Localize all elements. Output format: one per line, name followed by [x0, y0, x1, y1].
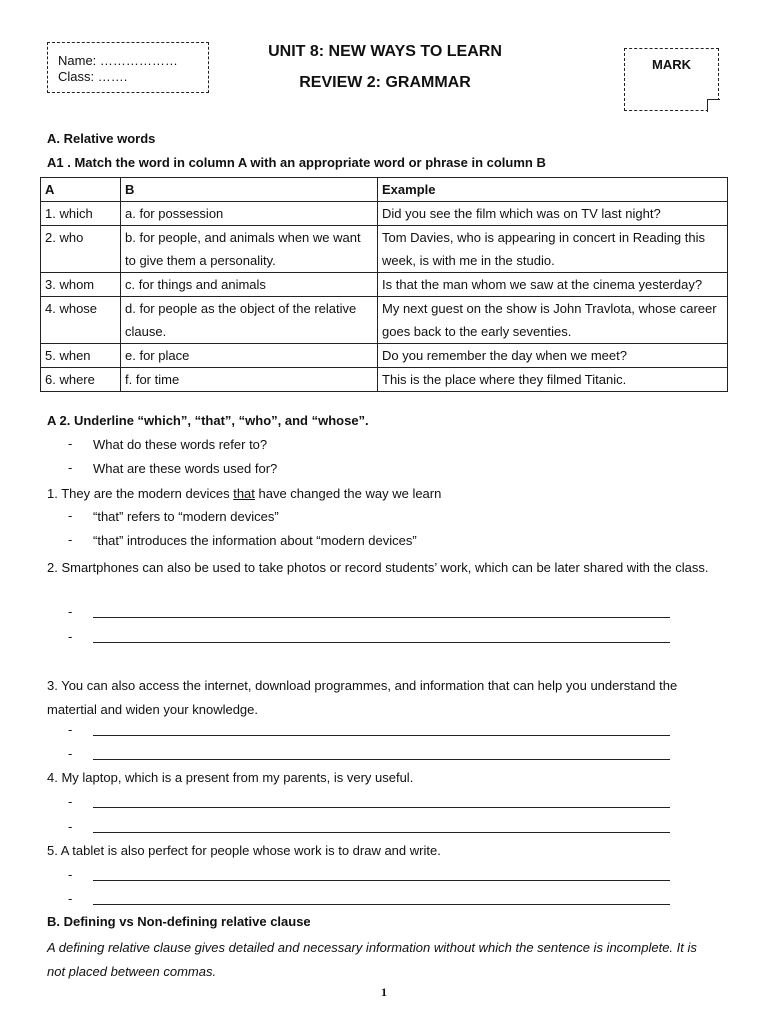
table-row	[41, 368, 728, 392]
table-cell: f. for time	[121, 368, 378, 392]
a2-instruction: A 2. Underline “which”, “that”, “who”, and “whose”.	[47, 413, 369, 428]
mark-label: MARK	[652, 57, 691, 72]
table-cell: Tom Davies, who is appearing in concert in Reading this week, is with me in the studio.	[378, 226, 728, 273]
table-cell: c. for things and animals	[121, 273, 378, 297]
table-header-cell: Example	[378, 178, 728, 202]
dash-bullet: -	[68, 819, 73, 834]
dash-bullet: -	[68, 746, 73, 761]
table-cell: 4. whose	[41, 297, 121, 344]
table-cell: 3. whom	[41, 273, 121, 297]
table-row	[41, 273, 728, 297]
table-cell: Is that the man whom we saw at the cinema yesterday?	[378, 273, 728, 297]
underlined-word: that	[233, 486, 255, 501]
dash-bullet: -	[68, 460, 73, 475]
folded-corner-icon	[707, 99, 720, 112]
dash-bullet: -	[68, 794, 73, 809]
answer-line[interactable]	[93, 617, 670, 618]
table-row	[41, 297, 728, 344]
table-cell: This is the place where they filmed Titanic.	[378, 368, 728, 392]
a2-question-1: What do these words refer to?	[93, 437, 268, 452]
name-field[interactable]: Name: ………………	[58, 53, 178, 68]
dash-bullet: -	[68, 436, 73, 451]
dash-bullet: -	[68, 891, 73, 906]
exercise-2: 2. Smartphones can also be used to take photos or record students’ work, which can be later shared with the class.	[47, 560, 709, 575]
table-cell: e. for place	[121, 344, 378, 368]
dash-bullet: -	[68, 867, 73, 882]
exercise-1-answer: “that” introduces the information about “modern devices”	[93, 533, 417, 548]
table-cell: 6. where	[41, 368, 121, 392]
table-row	[41, 202, 728, 226]
exercise-4: 4. My laptop, which is a present from my parents, is very useful.	[47, 770, 414, 785]
exercise-5: 5. A tablet is also perfect for people whose work is to draw and write.	[47, 843, 441, 858]
answer-line[interactable]	[93, 832, 670, 833]
class-field[interactable]: Class: …….	[58, 69, 128, 84]
table-cell: a. for possession	[121, 202, 378, 226]
table-header-cell: B	[121, 178, 378, 202]
dash-bullet: -	[68, 532, 73, 547]
exercise-1-text: 1. They are the modern devices	[47, 486, 234, 501]
table-header-row	[41, 178, 728, 202]
name-class-box	[47, 42, 209, 93]
table-row	[41, 226, 728, 273]
dash-bullet: -	[68, 722, 73, 737]
answer-line[interactable]	[93, 880, 670, 881]
matching-table	[40, 177, 728, 392]
answer-line[interactable]	[93, 807, 670, 808]
table-cell: My next guest on the show is John Travlota, whose career goes back to the early seventies.	[378, 297, 728, 344]
section-a-heading: A. Relative words	[47, 131, 156, 146]
a2-question-2: What are these words used for?	[93, 461, 278, 476]
answer-line[interactable]	[93, 642, 670, 643]
a1-instruction: A1 . Match the word in column A with an appropriate word or phrase in column B	[47, 155, 546, 170]
mark-box	[624, 48, 719, 111]
table-cell: 1. which	[41, 202, 121, 226]
dash-bullet: -	[68, 629, 73, 644]
table-row	[41, 344, 728, 368]
table-cell: 2. who	[41, 226, 121, 273]
answer-line[interactable]	[93, 904, 670, 905]
page-number: 1	[381, 985, 387, 999]
exercise-1-answer: “that” refers to “modern devices”	[93, 509, 279, 524]
table-header-cell: A	[41, 178, 121, 202]
table-cell: 5. when	[41, 344, 121, 368]
table-cell: Did you see the film which was on TV last night?	[378, 202, 728, 226]
section-b-definition: A defining relative clause gives detailed and necessary information without which the sentence is incomplete. It is not placed between commas.	[47, 940, 697, 979]
answer-line[interactable]	[93, 759, 670, 760]
dash-bullet: -	[68, 604, 73, 619]
answer-line[interactable]	[93, 735, 670, 736]
table-cell: b. for people, and animals when we want to give them a personality.	[121, 226, 378, 273]
table-cell: d. for people as the object of the relative clause.	[121, 297, 378, 344]
page-subtitle: REVIEW 2: GRAMMAR	[299, 74, 471, 91]
section-b-heading: B. Defining vs Non-defining relative clause	[47, 914, 311, 929]
dash-bullet: -	[68, 508, 73, 523]
exercise-1-text: have changed the way we learn	[254, 486, 442, 501]
exercise-1	[47, 485, 727, 503]
page-title: UNIT 8: NEW WAYS TO LEARN	[268, 43, 502, 60]
exercise-3: 3. You can also access the internet, download programmes, and information that can help you understand the matertial and widen your knowledge.	[47, 678, 678, 717]
table-cell: Do you remember the day when we meet?	[378, 344, 728, 368]
